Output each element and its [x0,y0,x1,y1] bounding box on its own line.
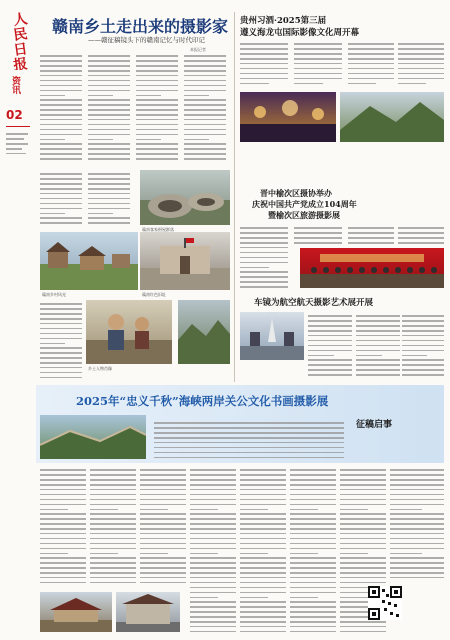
article4-col3 [402,312,444,376]
bottom-photo-building [116,592,180,632]
bottom-col3 [140,466,186,583]
qr-code [368,586,402,620]
article4-col2 [356,312,400,376]
article1-col7 [40,300,82,378]
bottom-col4 [190,466,236,632]
article4-col1 [308,312,352,376]
banner-subtitle: 征稿启事 [356,420,393,430]
banner-title: 2025年“忠义千秋”海峡两岸关公文化书画摄影展 [76,394,329,408]
bottom-col1 [40,466,86,583]
article3-title: 晋中榆次区摄协举办 [260,188,332,198]
article2-title2: 遵义海龙屯国际影像文化周开幕 [240,28,360,38]
article2-col1 [240,40,288,84]
photo-caption-1: 赣南客家围屋群落 [142,227,174,232]
photo-village [40,232,138,290]
article3-col4 [398,224,444,244]
article3-col2 [294,224,342,244]
article1-subtitle: ——赣征稿镜头下的赣南记忆与时代印记 [88,36,205,44]
photo-caption-2: 赣南乡村风光 [42,292,66,297]
bottom-photo-temple [40,592,112,632]
section-label: 资讯 [10,76,20,94]
article3-col3 [348,224,394,244]
photo-stage-performance [240,92,336,142]
article1-col6 [88,170,130,224]
photo-hakka-houses [140,170,230,225]
photo-landscape [178,300,230,364]
photo-aerospace [240,312,304,360]
article2-col4 [398,40,444,84]
article1-col2 [88,52,130,160]
article3-col1 [240,224,288,288]
photo-red-site [140,232,230,290]
article1-col4 [184,52,226,160]
bottom-col6 [290,466,336,632]
article2-col3 [348,40,394,84]
bottom-col2 [90,466,136,583]
photo-portrait [86,300,172,364]
article4-title: 车镜为航空航天摄影艺术展开展 [254,298,374,308]
article2-title: 贵州习酒·2025第三届 [240,16,327,26]
masthead-meta [6,126,30,154]
banner-section [36,385,444,463]
article3-title2: 庆祝中国共产党成立104周年 [252,199,357,209]
article3-title3: 暨榆次区旅游摄影展 [268,210,340,220]
photo-caption-3: 乡土人物肖像 [88,366,112,371]
masthead-logo [6,8,36,70]
bottom-col8 [390,466,444,578]
article1-col1 [40,52,82,160]
svg-text:报: 报 [12,56,29,70]
banner-photo-greatwall [40,415,146,459]
svg-text:人: 人 [12,11,29,29]
article1-byline: 本报记者 [190,47,206,52]
article1-title: 赣南乡土走出来的摄影家 [52,17,229,36]
photo-exhibition-group [300,248,444,288]
bottom-col5 [240,466,286,632]
article1-col3 [136,52,178,160]
banner-intro-text [154,419,344,458]
photo-mountain-fort [340,92,444,142]
column-divider [234,12,235,382]
article1-col5 [40,170,82,224]
svg-text:民: 民 [12,26,29,44]
page-number: 02 [6,108,23,122]
svg-text:日: 日 [12,41,29,59]
article2-col2 [294,40,342,84]
photo-caption-4: 赣南红色旧址 [142,292,166,297]
